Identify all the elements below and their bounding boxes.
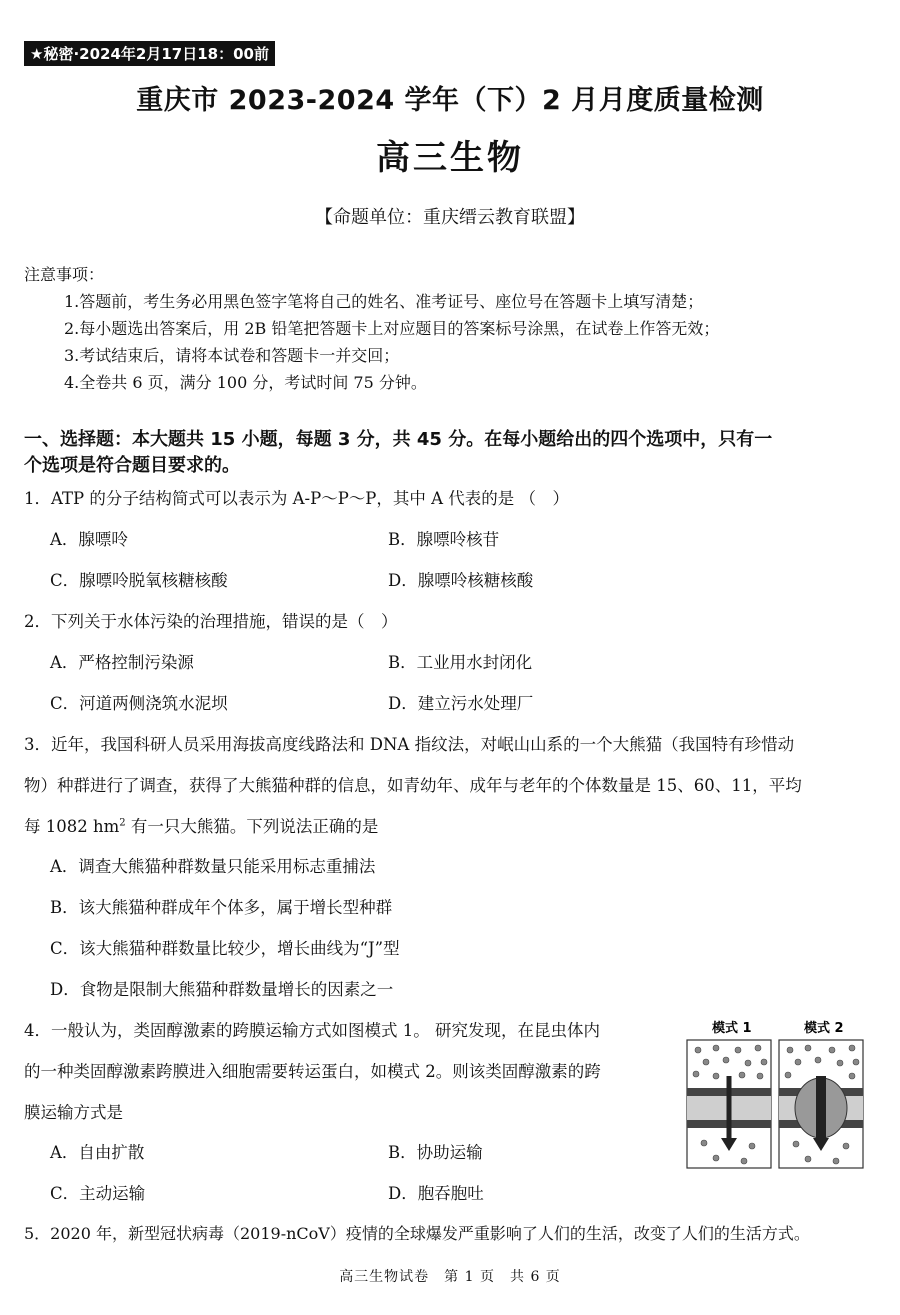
section-heading: 一、选择题：本大题共 15 小题，每题 3 分，共 45 分。在每小题给出的四个选项中，只有一 [24, 429, 773, 450]
q3-stem-line2: 物）种群进行了调查，获得了大熊猫种群的信息，如青幼年、成年与老年的个体数量是 15、60、11，平均 [24, 776, 802, 795]
q4-option-b: B．协助运输 [388, 1143, 483, 1162]
q3-area-text-post: 有一只大熊猫。下列说法正确的是 [125, 817, 379, 836]
q1-option-c: C．腺嘌呤脱氧核糖核酸 [50, 571, 228, 590]
q4-stem-line2: 的一种类固醇激素跨膜进入细胞需要转运蛋白，如模式 2。则该类固醇激素的跨 [24, 1062, 601, 1081]
mode2-label: 模式 2 [804, 1021, 844, 1036]
confidential-tag: ★秘密·2024年2月17日18：00前 [24, 41, 275, 66]
q3-area-text: 每 1082 hm [24, 817, 120, 836]
q1-option-a: A．腺嘌呤 [50, 530, 128, 549]
compiler-unit: 【命题单位：重庆缙云教育联盟】 [315, 207, 585, 228]
q3-stem-line3 [24, 813, 378, 837]
note-item: 1.答题前，考生务必用黑色签字笔将自己的姓名、准考证号、座位号在答题卡上填写清楚； [64, 292, 704, 311]
q3-option-a: A．调查大熊猫种群数量只能采用标志重捕法 [50, 857, 376, 876]
note-item: 4.全卷共 6 页，满分 100 分，考试时间 75 分钟。 [64, 373, 427, 392]
page-footer: 高三生物试卷 第 1 页 共 6 页 [339, 1269, 561, 1285]
q4-option-d: D．胞吞胞吐 [388, 1184, 484, 1203]
note-item: 3.考试结束后，请将本试卷和答题卡一并交回； [64, 346, 400, 365]
q1-option-b: B．腺嘌呤核苷 [388, 530, 500, 549]
mode1-label: 模式 1 [712, 1021, 752, 1036]
q2-option-b: B．工业用水封闭化 [388, 653, 533, 672]
section-heading-cont: 个选项是符合题目要求的。 [24, 455, 240, 476]
q3-option-b: B．该大熊猫种群成年个体多，属于增长型种群 [50, 898, 393, 917]
q2-option-c: C．河道两侧浇筑水泥坝 [50, 694, 228, 713]
q3-superscript: 2 [119, 817, 126, 829]
q3-option-c: C．该大熊猫种群数量比较少，增长曲线为“J”型 [50, 939, 400, 958]
q4-stem-line3: 膜运输方式是 [24, 1103, 123, 1122]
q1-stem: 1．ATP 的分子结构简式可以表示为 A-P～P～P，其中 A 代表的是 （ ） [24, 489, 570, 508]
q2-stem: 2．下列关于水体污染的治理措施，错误的是（ ） [24, 612, 398, 631]
q4-stem-line1: 4．一般认为，类固醇激素的跨膜运输方式如图模式 1。 研究发现，在昆虫体内 [24, 1021, 600, 1040]
q4-option-a: A．自由扩散 [50, 1143, 145, 1162]
q1-option-d: D．腺嘌呤核糖核酸 [388, 571, 534, 590]
subject-title: 高三生物 [376, 138, 524, 178]
transport-mode-figure [686, 1018, 864, 1170]
notes-heading: 注意事项： [24, 265, 105, 284]
membrane-diagram [686, 1018, 864, 1170]
q4-option-c: C．主动运输 [50, 1184, 146, 1203]
exam-title: 重庆市 2023-2024 学年（下）2 月月度质量检测 [136, 85, 764, 116]
q3-stem-line1: 3．近年，我国科研人员采用海拔高度线路法和 DNA 指纹法，对岷山山系的一个大熊猫（我国特有珍惜动 [24, 735, 795, 754]
note-item: 2.每小题选出答案后，用 2B 铅笔把答题卡上对应题目的答案标号涂黑，在试卷上作答无效； [64, 319, 720, 338]
q2-option-a: A．严格控制污染源 [50, 653, 194, 672]
q3-option-d: D．食物是限制大熊猫种群数量增长的因素之一 [50, 980, 394, 999]
q2-option-d: D．建立污水处理厂 [388, 694, 534, 713]
q5-stem-line1: 5．2020 年，新型冠状病毒（2019-nCoV）疫情的全球爆发严重影响了人们的生活，改变了人们的生活方式。 [24, 1224, 810, 1243]
